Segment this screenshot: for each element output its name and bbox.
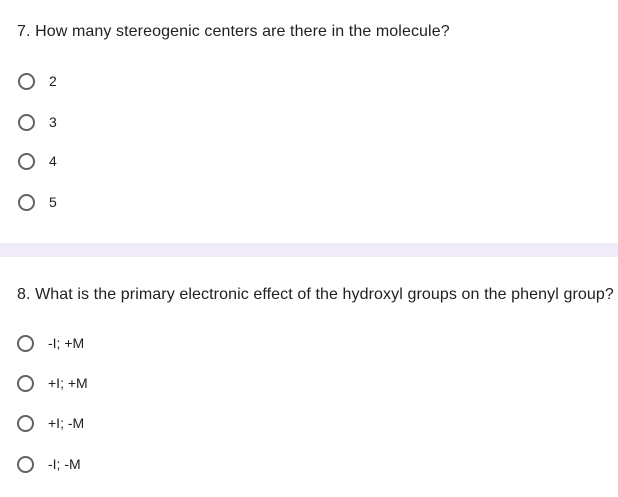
- radio-button[interactable]: [18, 114, 35, 131]
- radio-button[interactable]: [18, 194, 35, 211]
- radio-button[interactable]: [17, 415, 34, 432]
- option-4[interactable]: [18, 149, 57, 173]
- option-label: +I; -M: [48, 415, 85, 431]
- radio-button[interactable]: [18, 153, 35, 170]
- option-plus-i-minus-m[interactable]: [17, 411, 84, 435]
- radio-button[interactable]: [18, 73, 35, 90]
- option-label: 2: [49, 73, 57, 89]
- option-label: -I; -M: [48, 456, 81, 472]
- radio-button[interactable]: [17, 375, 34, 392]
- question-title: 7. How many stereogenic centers are there in the molecule?: [17, 23, 450, 40]
- option-label: +I; +M: [48, 375, 88, 391]
- option-label: 5: [49, 194, 57, 210]
- question-title: 8. What is the primary electronic effect of the hydroxyl groups on the phenyl group?: [17, 286, 614, 303]
- option-label: 3: [49, 114, 57, 130]
- option-2[interactable]: [18, 69, 57, 93]
- option-label: -I; +M: [48, 335, 85, 351]
- option-3[interactable]: [18, 110, 57, 134]
- option-minus-i-plus-m[interactable]: [17, 331, 84, 355]
- option-label: 4: [49, 153, 57, 169]
- option-plus-i-plus-m[interactable]: [17, 371, 88, 395]
- option-minus-i-minus-m[interactable]: [17, 452, 81, 476]
- radio-button[interactable]: [17, 335, 34, 352]
- question-card-7: [0, 0, 618, 243]
- option-5[interactable]: [18, 190, 57, 214]
- question-card-8: [0, 257, 618, 497]
- radio-button[interactable]: [17, 456, 34, 473]
